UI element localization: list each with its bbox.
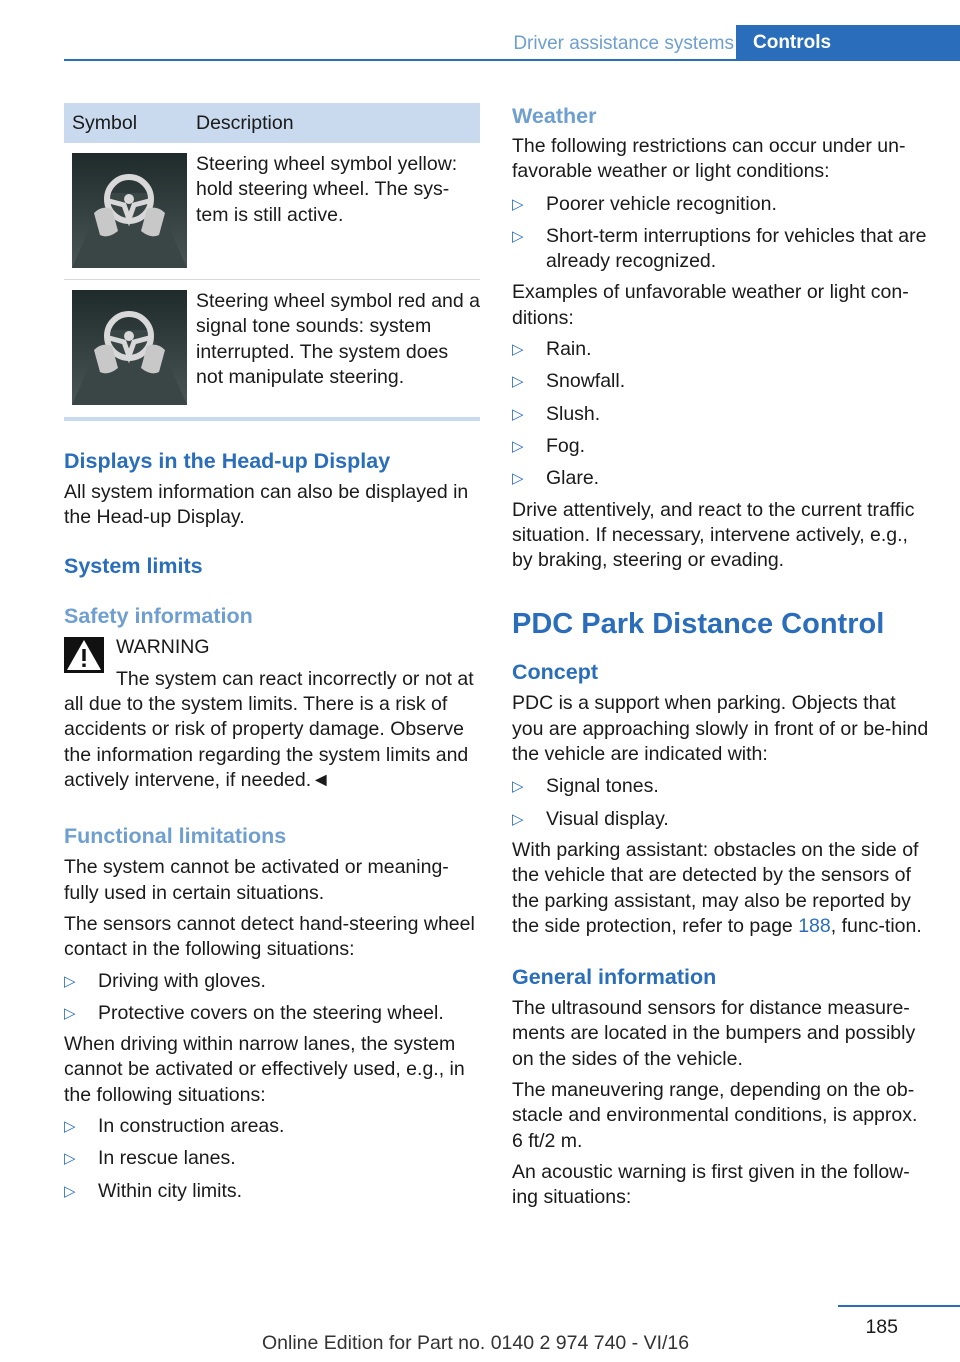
- table-row: [64, 143, 480, 280]
- page-number: 185: [865, 1316, 898, 1338]
- page-header: [64, 25, 960, 61]
- table-header-description: Description: [196, 112, 294, 134]
- footer-rule: [838, 1305, 960, 1307]
- list-item: ▷ Within city limits.: [64, 1179, 480, 1204]
- pdc-heading: PDC Park Distance Control: [512, 608, 885, 641]
- weather-paragraph-1: The following restrictions can occur under un‐favorable weather or light conditions:: [512, 135, 906, 183]
- warning-block: [64, 635, 480, 794]
- list-item: ▷ Protective covers on the steering wheel.: [64, 1001, 480, 1026]
- weather-list-1: [512, 192, 932, 275]
- list-item: ▷ Poorer vehicle recognition.: [512, 192, 932, 217]
- list-item: ▷ Rain.: [512, 337, 932, 362]
- concept-list: [512, 774, 932, 832]
- func-list-2: [64, 1114, 480, 1204]
- warning-triangle-icon: [64, 637, 104, 673]
- list-item: ▷ In rescue lanes.: [64, 1146, 480, 1171]
- edition-note: Online Edition for Part no. 0140 2 974 740 - VI/16: [262, 1332, 690, 1354]
- table-row: [64, 280, 480, 421]
- warning-label: WARNING: [116, 635, 210, 658]
- steering-wheel-red-icon: [72, 290, 187, 405]
- list-item: ▷ Signal tones.: [512, 774, 932, 799]
- concept-heading: Concept: [512, 660, 598, 685]
- list-item: ▷ Glare.: [512, 466, 932, 491]
- weather-paragraph-2: Examples of unfavorable weather or light con‐ditions:: [512, 281, 909, 329]
- weather-heading: Weather: [512, 104, 597, 128]
- hud-paragraph: All system information can also be displayed in the Head-up Display.: [64, 481, 469, 529]
- hud-heading: Displays in the Head-up Display: [64, 449, 391, 473]
- header-section: Driver assistance systems: [513, 33, 734, 54]
- general-paragraph-2: The maneuvering range, depending on the ob‐stacle and environmental conditions, is approx. 6 ft/2 m.: [512, 1079, 918, 1152]
- general-paragraph-1: The ultrasound sensors for distance measure‐ments are located in the bumpers and possibly on the sides of the vehicle.: [512, 997, 916, 1070]
- func-paragraph-1: The system cannot be activated or meaning‐fully used in certain situations.: [64, 856, 449, 904]
- concept-text-b: , func‐tion.: [830, 914, 922, 937]
- warning-text: The system can react incorrectly or not at all due to the system limits. There is a risk of accidents or risk of property damage. Observe the information regarding the system limits and actively intervene, if needed.◄: [64, 667, 474, 792]
- system-limits-heading: System limits: [64, 553, 203, 578]
- concept-paragraph-2: [512, 838, 932, 939]
- table-header: [64, 103, 480, 143]
- table-row-description: Steering wheel symbol red and a signal tone sounds: system interrupted. The system does not manipulate steering.: [196, 290, 480, 388]
- table-row-description: Steering wheel symbol yellow: hold steering wheel. The sys‐tem is still active.: [196, 153, 458, 226]
- steering-wheel-yellow-icon: [72, 153, 187, 268]
- general-information-heading: General information: [512, 965, 717, 990]
- weather-list-2: [512, 337, 932, 491]
- page-reference-link[interactable]: 188: [798, 914, 831, 937]
- func-list-1: [64, 969, 480, 1027]
- left-column: [64, 103, 480, 1204]
- list-item: ▷ Driving with gloves.: [64, 969, 480, 994]
- list-item: ▷ Visual display.: [512, 807, 932, 832]
- header-tab-controls: Controls: [736, 25, 960, 61]
- list-item: ▷ Snowfall.: [512, 369, 932, 394]
- general-paragraph-3: An acoustic warning is first given in the follow‐ing situations:: [512, 1160, 910, 1209]
- list-item: ▷ Fog.: [512, 434, 932, 459]
- list-item: ▷ Short-term interruptions for vehicles that are already recognized.: [512, 224, 932, 275]
- functional-limitations-heading: Functional limitations: [64, 824, 287, 849]
- safety-information-heading: Safety information: [64, 603, 253, 628]
- func-paragraph-3: When driving within narrow lanes, the system cannot be activated or effectively used, e.g., in the following situations:: [64, 1033, 465, 1106]
- right-column: [512, 103, 932, 1211]
- table-header-symbol: Symbol: [72, 112, 138, 134]
- concept-paragraph-1: PDC is a support when parking. Objects that you are approaching slowly in front of or be‐hind the vehicle are indicated with:: [512, 692, 929, 766]
- header-rule: [64, 59, 960, 61]
- concept-text-a: With parking assistant: obstacles on the side of the vehicle that are detected by the sensors of the parking assistant, may also be reported by the side protection, refer to page: [512, 838, 919, 937]
- list-item: ▷ In construction areas.: [64, 1114, 480, 1139]
- weather-paragraph-3: Drive attentively, and react to the current traffic situation. If necessary, intervene actively, e.g., by braking, steering or evading.: [512, 498, 915, 572]
- list-item: ▷ Slush.: [512, 402, 932, 427]
- func-paragraph-2: The sensors cannot detect hand-steering wheel contact in the following situations:: [64, 912, 475, 961]
